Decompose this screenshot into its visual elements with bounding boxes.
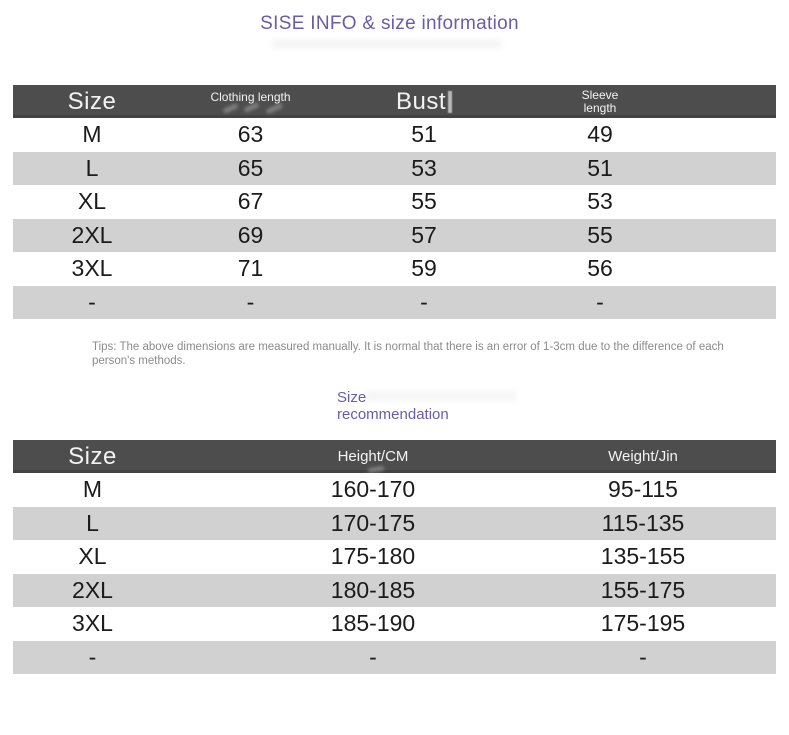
sleeve-length-cell	[518, 252, 682, 286]
bust-value: 55	[411, 188, 437, 215]
sleeve-length-cell	[518, 286, 682, 320]
sleeve-length-cell	[518, 219, 682, 253]
bust-value: -	[420, 288, 428, 315]
weight-cell	[574, 607, 712, 641]
weight-cell	[574, 507, 712, 541]
bust-value: 51	[411, 121, 437, 148]
recommendation-row-m	[13, 473, 776, 507]
recommendation-row-l	[13, 507, 776, 541]
clothing-length-column-header	[171, 85, 330, 118]
weight-value: 135-155	[600, 543, 686, 570]
clothing-length-column-header-label: Clothing length	[210, 89, 291, 104]
title-watermark-smudge	[272, 39, 502, 49]
clothing-length-value: 67	[237, 188, 264, 215]
size-column-header-label: Size	[68, 442, 117, 470]
weight-cell	[574, 540, 712, 574]
clothing-length-cell	[171, 152, 330, 186]
size-cell	[13, 540, 172, 574]
recommendation-row-3xl	[13, 607, 776, 641]
size-cell	[13, 286, 171, 320]
size-cell	[13, 152, 171, 186]
size-column-header	[13, 440, 172, 473]
empty-header-cell	[682, 85, 776, 118]
recommendation-row-xl	[13, 540, 776, 574]
size-value: -	[88, 643, 97, 670]
empty-cell	[712, 607, 776, 641]
height-value: 175-180	[330, 543, 416, 570]
size-value: L	[85, 154, 99, 181]
clothing-length-cell	[171, 185, 330, 219]
bust-column-header	[330, 85, 518, 118]
bust-value: 53	[411, 154, 437, 181]
size-value: L	[86, 509, 99, 536]
clothing-length-value: 65	[237, 154, 264, 181]
sleeve-length-column-header-label: Sleeve length	[581, 87, 619, 115]
empty-cell	[682, 219, 776, 253]
empty-cell	[712, 507, 776, 541]
empty-cell	[682, 118, 776, 152]
height-column-header-label: Height/CM	[337, 448, 409, 465]
bust-cell	[330, 152, 518, 186]
height-cell	[172, 507, 574, 541]
height-value: 170-175	[330, 509, 416, 536]
height-cell	[172, 574, 574, 608]
sleeve-length-value: 53	[587, 188, 613, 215]
clothing-length-cell	[171, 219, 330, 253]
clothing-length-cell	[171, 252, 330, 286]
empty-cell	[682, 152, 776, 186]
clothing-length-cell	[171, 118, 330, 152]
sleeve-length-value: 49	[587, 121, 613, 148]
recommendation-row-empty	[13, 641, 776, 675]
clothing-length-value: 71	[237, 255, 264, 282]
size-table-header-row	[13, 85, 776, 118]
measurement-tips-note: Tips: The above dimensions are measured manually. It is normal that there is an error of 1-3cm due to the difference of each person's methods.	[92, 341, 724, 367]
page-title: SISE INFO & size information	[260, 13, 519, 34]
empty-cell	[682, 252, 776, 286]
size-recommendation-table	[13, 440, 776, 674]
size-cell	[13, 118, 171, 152]
size-cell	[13, 473, 172, 507]
size-cell	[13, 607, 172, 641]
size-table-row-xl	[13, 185, 776, 219]
height-value: -	[369, 643, 377, 670]
sleeve-length-value: -	[596, 288, 604, 315]
height-cell	[172, 473, 574, 507]
clothing-length-value: -	[246, 288, 255, 315]
size-value: 2XL	[71, 221, 113, 248]
clothing-length-value: 63	[237, 121, 264, 148]
size-table-row-m	[13, 118, 776, 152]
heading-watermark-smudge	[366, 390, 516, 402]
empty-cell	[712, 641, 776, 675]
weight-value: 175-195	[600, 610, 686, 637]
empty-cell	[712, 540, 776, 574]
text-cursor-artifact	[448, 91, 452, 113]
weight-cell	[574, 641, 712, 675]
weight-value: 95-115	[608, 476, 678, 503]
weight-cell	[574, 473, 712, 507]
bust-value: 57	[411, 221, 437, 248]
recommendation-row-2xl	[13, 574, 776, 608]
weight-value: 155-175	[600, 576, 686, 603]
size-value: 3XL	[71, 255, 113, 282]
size-column-header	[13, 85, 171, 118]
weight-cell	[574, 574, 712, 608]
bust-cell	[330, 185, 518, 219]
size-cell	[13, 185, 171, 219]
clothing-length-cell	[171, 286, 330, 320]
bust-cell	[330, 252, 518, 286]
size-cell	[13, 507, 172, 541]
sleeve-length-cell	[518, 152, 682, 186]
empty-cell	[712, 473, 776, 507]
weight-column-header-label: Weight/Jin	[608, 448, 678, 465]
size-table-row-2xl	[13, 219, 776, 253]
sleeve-length-value: 56	[587, 255, 613, 282]
height-cell	[172, 641, 574, 675]
height-cell	[172, 607, 574, 641]
size-value: 3XL	[72, 610, 113, 637]
size-value: M	[82, 476, 103, 503]
recommendation-table-header-row	[13, 440, 776, 473]
size-value: XL	[78, 543, 107, 570]
height-value: 180-185	[330, 576, 416, 603]
weight-value: 115-135	[601, 509, 685, 536]
sleeve-length-value: 55	[587, 221, 613, 248]
empty-header-cell	[712, 440, 776, 473]
empty-cell	[682, 286, 776, 320]
size-table-row-l	[13, 152, 776, 186]
empty-cell	[712, 574, 776, 608]
bust-cell	[330, 219, 518, 253]
size-cell	[13, 219, 171, 253]
size-cell	[13, 641, 172, 675]
height-cell	[172, 540, 574, 574]
size-column-header-label: Size	[67, 87, 117, 115]
height-value: 160-170	[330, 476, 416, 503]
size-table-row-3xl	[13, 252, 776, 286]
weight-value: -	[639, 643, 647, 670]
weight-column-header	[574, 440, 712, 473]
size-cell	[13, 574, 172, 608]
size-table-row-empty	[13, 286, 776, 320]
sleeve-length-column-header	[518, 85, 682, 118]
height-value: 185-190	[330, 610, 416, 637]
size-value: 2XL	[72, 576, 113, 603]
clothing-length-value: 69	[237, 221, 264, 248]
size-recommendation-heading: Size recommendation	[337, 389, 449, 423]
sleeve-length-value: 51	[587, 154, 613, 181]
bust-column-header-label: Bust	[395, 87, 447, 115]
size-measurements-table	[13, 85, 776, 319]
bust-value: 59	[411, 255, 437, 282]
bust-cell	[330, 286, 518, 320]
size-value: XL	[77, 188, 107, 215]
size-value: -	[88, 288, 96, 315]
bust-cell	[330, 118, 518, 152]
sleeve-length-cell	[518, 118, 682, 152]
sleeve-length-cell	[518, 185, 682, 219]
empty-cell	[682, 185, 776, 219]
size-cell	[13, 252, 171, 286]
size-value: M	[82, 121, 102, 148]
